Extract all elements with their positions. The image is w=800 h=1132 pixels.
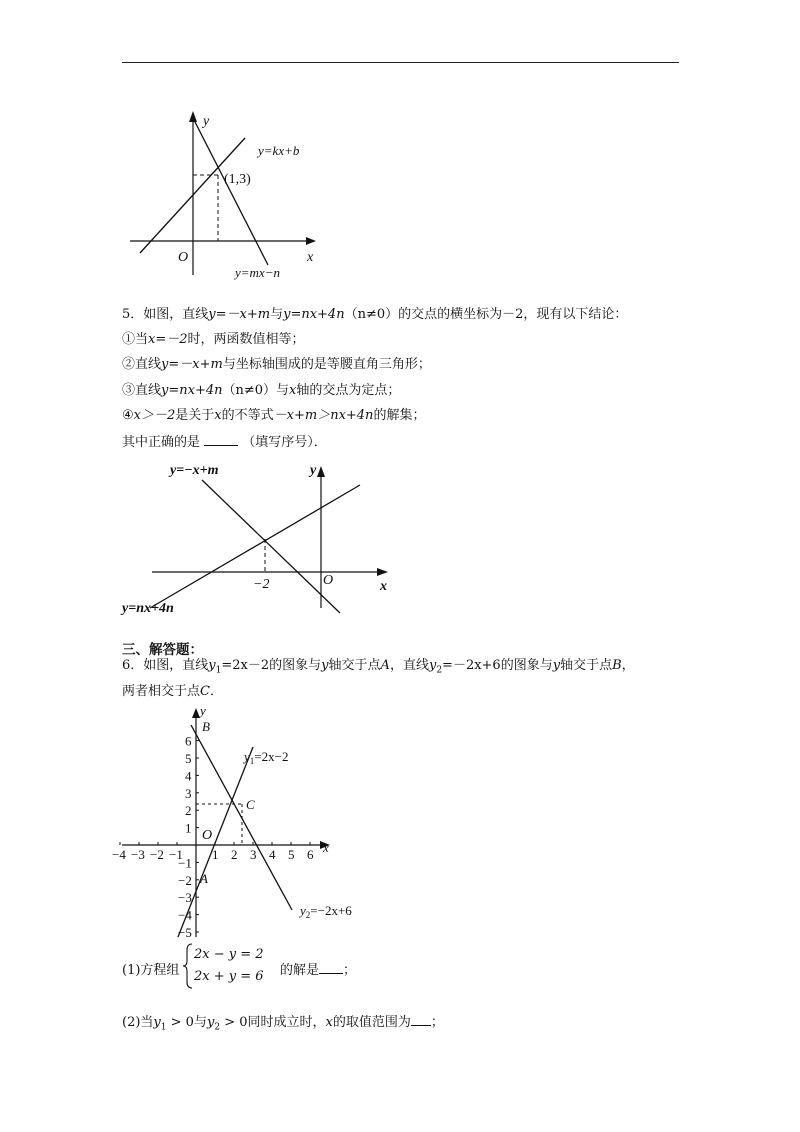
q6-stem-line1: 6．如图，直线$y_1=2x-2$的图象与y轴交于点A，直线$y_2=-2x+6$的图象与y轴交于点B， [122,658,635,676]
fig3-x-tick-label: 5 [288,847,295,862]
fig3-x-tick-label: −2 [150,847,164,862]
fig3-point-b-label: B [202,719,210,734]
fig1-x-label: x [307,250,314,265]
fig3-x-tick-label: 3 [250,847,257,862]
fig3-x-tick-label: 2 [231,847,238,862]
fig3-x-tick-label: −3 [131,847,145,862]
figure-3 [112,703,390,940]
fig2-y-label: y [310,463,317,478]
q6-part2: (2)当$y_1 > 0$与$y_2 > 0$同时成立时，x的取值范围为 ； [122,1015,444,1033]
fig3-point-a-label: A [200,871,208,886]
q5-question: 其中正确的是 （填写序号）． [122,435,327,450]
fig3-y-label: y [200,703,206,718]
fig2-x-arrow [377,568,388,576]
q5-conclusion-3: ③直线y=nx+4n（n≠0）与x轴的交点为定点； [122,383,401,398]
fig2-y-arrow [317,466,325,477]
figure-1 [120,105,330,285]
part2-answer-blank[interactable] [411,1013,431,1026]
fig3-x-tick-label: −1 [169,847,183,862]
figure-2 [120,458,400,618]
q5-conclusion-2: ②直线y=－x+m与坐标轴围成的是等腰直角三角形； [122,357,431,372]
fig2-x-label: x [380,579,387,594]
fig2-line1-label: y=−x+m [170,463,219,478]
fig3-x-label: x [323,840,329,855]
q5-stem: 5．如图，直线y=－x+m与y=nx+4n（n≠0）的交点的横坐标为－2，现有以下结论： [122,307,628,322]
fig3-x-tick-label: 4 [269,847,276,862]
fig2-line-neg [202,480,340,613]
fig3-y-arrow [192,708,200,718]
part1-label: (1)方程组 [122,963,180,978]
fig1-line1-label: y=kx+b [258,143,300,158]
fig1-line-mx-n [194,120,268,265]
fig3-line2-label: $y_2=-2x+6$ [300,903,352,920]
fig2-line2-label: y=nx+4n [122,601,174,616]
fig3-y-tick-label: 6 [185,733,192,749]
fig3-y-tick-label: −1 [178,855,192,871]
fig3-y-tick-label: 5 [185,751,192,766]
fig3-y-tick-label: −4 [178,907,192,923]
q5-conclusion-1: ①当x=－2时，两函数值相等； [122,332,305,347]
top-rule [122,62,679,63]
q5-conclusion-4: ④x＞－2是关于x的不等式－x+m＞nx+4n的解集； [122,408,426,423]
fig3-y-tick-label: 2 [185,803,192,819]
section-heading: 三、解答题： [122,642,203,658]
fig1-origin-label: O [178,250,189,265]
fig3-point-c-label: C [246,797,255,812]
equation-2: 2x + y = 6 [194,969,264,984]
fig1-y-arrow [189,111,197,122]
fig3-y-tick-label: −2 [178,872,192,888]
part1-tail: 的解是 ； [280,963,357,978]
fig1-x-arrow [306,237,316,245]
fig3-x-tick-label: 1 [212,847,219,862]
q5-answer-blank[interactable] [204,433,238,446]
fig3-y-tick-label: −3 [178,890,192,906]
fig3-y-tick-label: 1 [185,820,192,836]
fig3-y-tick-label: −5 [178,925,192,940]
equation-rows [194,944,264,988]
fig3-x-tick-label: −4 [112,847,126,862]
fig1-y-label: y [203,114,210,129]
fig2-origin-label: O [323,573,334,588]
fig1-point-label: (1,3) [224,172,251,187]
fig3-y-tick-label: 4 [185,768,192,784]
fig3-line1-label: $y_1=2x-2$ [244,749,289,766]
fig1-line2-label: y=mx−n [235,265,280,280]
fig3-origin-label: O [202,828,213,843]
system-brace [182,942,194,990]
q6-stem-line2: 两者相交于点C． [122,684,223,699]
fig3-y-tick-label: 3 [185,785,192,801]
fig3-x-tick-label: 6 [307,847,314,862]
fig2-tick-label: −2 [253,577,270,592]
part1-answer-blank[interactable] [319,961,343,974]
equation-1: 2x − y = 2 [194,947,264,962]
